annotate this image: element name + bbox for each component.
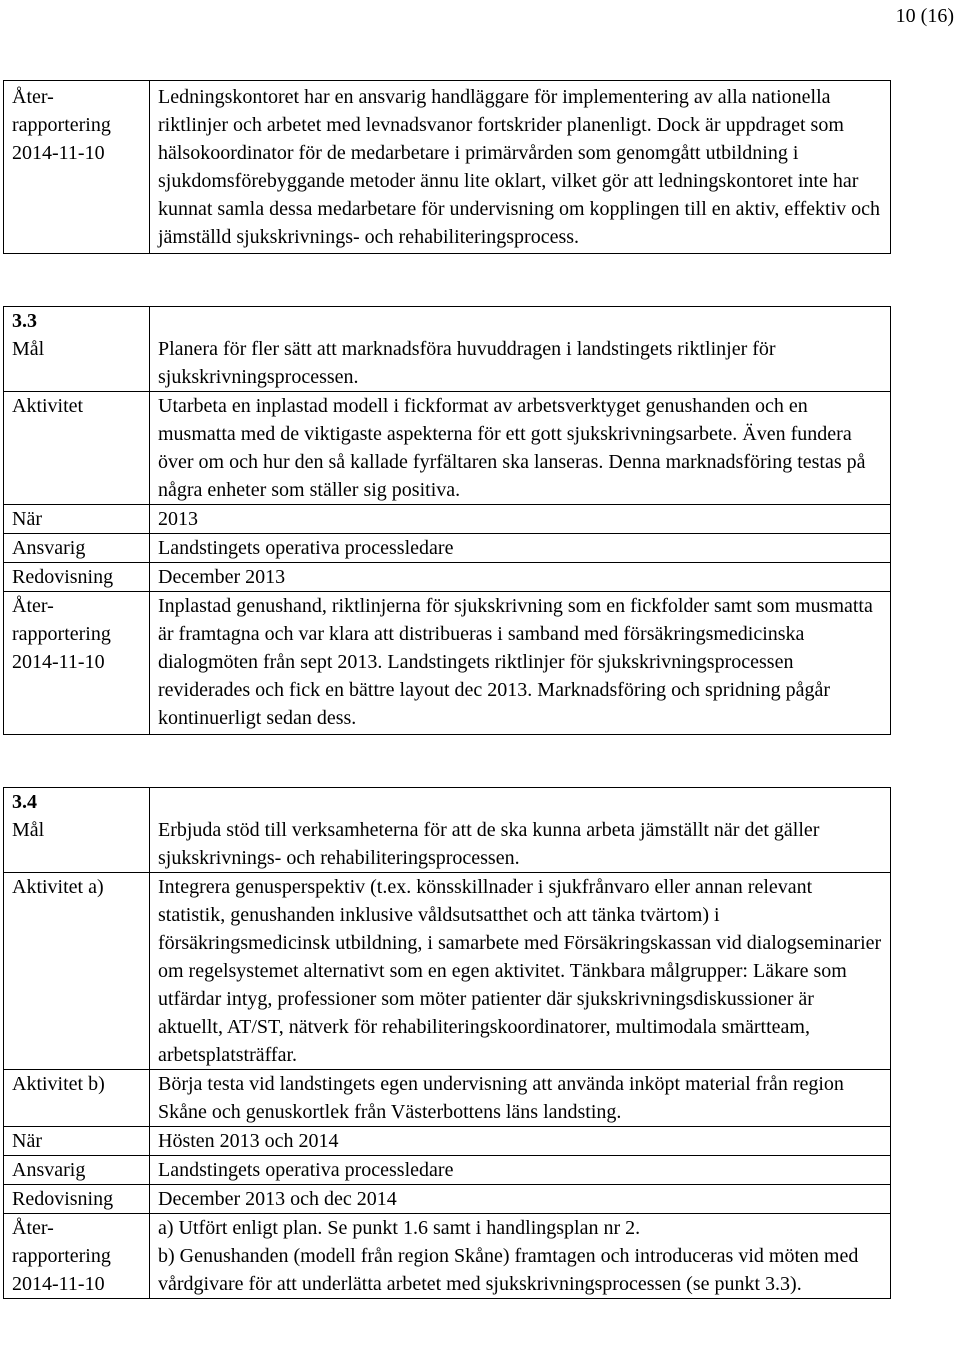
reporting-text: December 2013 och dec 2014 [150, 1185, 891, 1214]
activity-b-label: Aktivitet b) [4, 1070, 150, 1127]
report-label-line-1: Åter- [12, 86, 54, 108]
goal-label-cell [4, 788, 150, 873]
page-number: 10 (16) [895, 5, 954, 27]
report-label-line-1: Åter- [12, 1217, 54, 1239]
activity-b-text: Börja testa vid landstingets egen undervisning att använda inköpt material från region Skåne och genuskortlek från Västerbottens läns landsting. [150, 1070, 891, 1127]
table-row [4, 563, 891, 592]
activity-a-label: Aktivitet a) [4, 873, 150, 1070]
table-row [4, 788, 891, 873]
report-text [150, 1214, 891, 1299]
report-label-line-2: rapportering [12, 114, 111, 136]
goal-label-cell [4, 307, 150, 392]
when-label: När [4, 1127, 150, 1156]
table-row [4, 1127, 891, 1156]
section-3-3-table [3, 306, 891, 735]
table-row [4, 1185, 891, 1214]
report-label-line-2: rapportering [12, 623, 111, 645]
table-row [4, 1070, 891, 1127]
responsible-label: Ansvarig [4, 534, 150, 563]
section-number: 3.4 [12, 791, 37, 813]
report-label-line-3: 2014-11-10 [12, 142, 105, 164]
table-row [4, 534, 891, 563]
report-row [4, 81, 891, 254]
when-text: 2013 [150, 505, 891, 534]
reporting-text: December 2013 [150, 563, 891, 592]
report-label [4, 592, 150, 735]
report-label-line-1: Åter- [12, 595, 54, 617]
table-row [4, 592, 891, 735]
report-label [4, 81, 150, 254]
section-number: 3.3 [12, 310, 37, 332]
reporting-label: Redovisning [4, 563, 150, 592]
table-row [4, 307, 891, 392]
table-row [4, 505, 891, 534]
goal-text: Planera för fler sätt att marknadsföra huvuddragen i landstingets riktlinjer för sjukskrivningsprocessen. [150, 307, 891, 392]
report-label [4, 1214, 150, 1299]
activity-a-text: Integrera genusperspektiv (t.ex. könsskillnader i sjukfrånvaro eller annan relevant statistik, genushanden inklusive våldsutsatthet och att tänka tvärtom) i försäkringsmedicinsk utbildning, i samarbete med Försäkringskassan vid dialogseminarier om regelsystemet alternativt som en egen aktivitet. Tänkbara målgrupper: Läkare som utfärdar intyg, professioner som möter patienter där sjukskrivningsdiskussioner är aktuellt, AT/ST, nätverk för rehabiliteringskoordinatorer, multimodala smärtteam, arbetsplatsträffar. [150, 873, 891, 1070]
report-line-a: a) Utfört enligt plan. Se punkt 1.6 samt i handlingsplan nr 2. [158, 1217, 641, 1239]
table-row [4, 1214, 891, 1299]
table-row [4, 873, 891, 1070]
goal-label: Mål [12, 338, 45, 360]
when-label: När [4, 505, 150, 534]
report-line-b: b) Genushanden (modell från region Skåne) framtagen och introduceras vid möten med vårdgivare för att underlätta arbetet med sjukskrivningsprocessen (se punkt 3.3). [158, 1245, 859, 1295]
activity-label: Aktivitet [4, 392, 150, 505]
report-table-top [3, 80, 891, 254]
goal-text: Erbjuda stöd till verksamheterna för att de ska kunna arbeta jämställt när det gäller sjukskrivnings- och rehabiliteringsprocessen. [150, 788, 891, 873]
report-label-line-2: rapportering [12, 1245, 111, 1267]
report-text: Ledningskontoret har en ansvarig handläggare för implementering av alla nationella riktlinjer och arbetet med levnadsvanor fortskrider planenligt. Dock är uppdraget som hälsokoordinator för de medarbetare i primärvården som genomgått utbildning i sjukdomsförebyggande metoder ännu lite oklart, vilket gör att ledningskontoret inte har kunnat samla dessa medarbetare för undervisning om kopplingen till en aktiv, effektiv och jämställd sjukskrivnings- och rehabiliteringsprocess. [150, 81, 891, 254]
table-row [4, 392, 891, 505]
report-label-line-3: 2014-11-10 [12, 1273, 105, 1295]
reporting-label: Redovisning [4, 1185, 150, 1214]
report-label-line-3: 2014-11-10 [12, 651, 105, 673]
report-text: Inplastad genushand, riktlinjerna för sjukskrivning som en fickfolder samt som musmatta är framtagna och var klara att distribueras i samband med försäkringsmedicinska dialogmöten från sept 2013. Landstingets riktlinjer för sjukskrivningsprocessen reviderades och fick en bättre layout dec 2013. Marknadsföring och spridning pågår kontinuerligt sedan dess. [150, 592, 891, 735]
responsible-text: Landstingets operativa processledare [150, 1156, 891, 1185]
activity-text: Utarbeta en inplastad modell i fickformat av arbetsverktyget genushanden och en musmatta med de viktigaste aspekterna för ett gott sjukskrivningsarbete. Även fundera över om och hur den så kallade fyrfältaren ska lanseras. Denna marknadsföring testas på några enheter som ställer sig positiva. [150, 392, 891, 505]
responsible-text: Landstingets operativa processledare [150, 534, 891, 563]
table-row [4, 1156, 891, 1185]
section-3-4-table [3, 787, 891, 1299]
when-text: Hösten 2013 och 2014 [150, 1127, 891, 1156]
goal-label: Mål [12, 819, 45, 841]
responsible-label: Ansvarig [4, 1156, 150, 1185]
